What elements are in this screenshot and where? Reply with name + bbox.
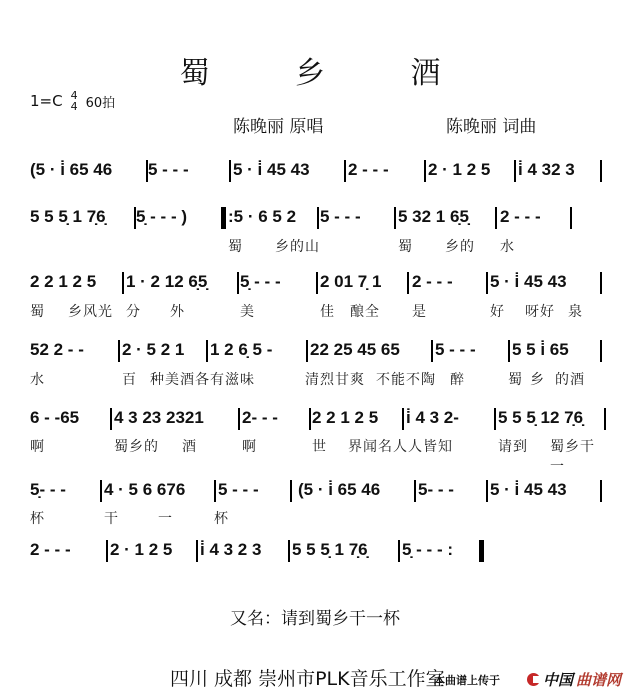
measure: 2 01 7̣ 1 [320, 272, 382, 291]
measure: 2- - - [242, 408, 278, 427]
measure: 2 - - - [348, 160, 389, 179]
measure: i̇ 4 3 2 3 [200, 540, 262, 559]
measure: i̇ 4 32 3 [518, 160, 575, 179]
measure: 1 · 2 12 6̣5̣ [126, 272, 208, 291]
measure: 5 - - - [320, 207, 361, 226]
measure: 5̣ - - - ) [136, 207, 187, 226]
measure: 5 - - - [148, 160, 189, 179]
measure: i̇ 4 3 2- [406, 408, 459, 427]
site-logo[interactable]: 中国 曲谱网 [527, 669, 621, 690]
score-line-3 [30, 272, 605, 300]
measure: 5 5 5̣ 12 7̣6̣ [498, 408, 584, 427]
tempo: 60拍 [85, 95, 116, 111]
alternate-title: 又名：请到蜀乡干一杯 [230, 609, 400, 629]
measure: 5 - - - [218, 480, 259, 499]
measure: 2 · 5 2 1 [122, 340, 185, 359]
score-line-7 [30, 540, 605, 568]
upload-note: 本曲谱上传于 [434, 674, 500, 687]
measure: 2 - - - [30, 540, 71, 559]
measure: 2 · 1 2 5 [428, 160, 491, 179]
measure: 5- - - [418, 480, 454, 499]
measure: 4 · 5 6 676 [104, 480, 186, 499]
score-line-2 [30, 207, 605, 235]
measure: 5 5 i̇ 65 [512, 340, 569, 359]
song-title: 蜀 乡 酒 [179, 56, 479, 91]
measure: 4 3 23 2321 [114, 408, 204, 427]
time-signature: 4 4 [70, 89, 78, 113]
composer-credit: 陈晚丽 词曲 [446, 117, 537, 137]
measure: 5 5 5̣ 1 7̣6̣ [30, 207, 106, 226]
measure: 1 2 6̣ 5 - [210, 340, 273, 359]
measure: (5 · i̇ 65 46 [298, 480, 381, 499]
score-line-1 [30, 160, 605, 188]
score-line-6 [30, 480, 605, 508]
measure: 2 - - - [500, 207, 541, 226]
measure: 5 · i̇ 45 43 [490, 480, 567, 499]
measure: 5̣- - - [30, 480, 66, 499]
performer-credit: 陈晚丽 原唱 [233, 117, 324, 137]
measure: 2 2 1 2 5 [312, 408, 379, 427]
score-line-4 [30, 340, 605, 368]
measure: 22 25 45 65 [310, 340, 400, 359]
measure: 5 5 5̣ 1 7̣6̣ [292, 540, 368, 559]
measure: 5 · i̇ 45 43 [233, 160, 310, 179]
key-signature-block [30, 90, 115, 112]
measure: 52 2 - - [30, 340, 84, 359]
measure: 2 2 1 2 5 [30, 272, 97, 291]
measure: 5̣ - - - : [402, 540, 453, 559]
measure: 2 · 1 2 5 [110, 540, 173, 559]
key: 1=C [30, 92, 63, 110]
measure: 2 - - - [412, 272, 453, 291]
measure: 5 · i̇ 45 43 [490, 272, 567, 291]
measure: 5̣ - - - [240, 272, 281, 291]
measure: 5 32 1 6̣5̣ [398, 207, 469, 226]
score-line-5 [30, 408, 605, 436]
studio-credit: 四川 成都 崇州市PLK音乐工作室 [170, 668, 445, 690]
measure: 5 - - - [435, 340, 476, 359]
measure: :5 · 6 5 2 [228, 207, 297, 226]
logo-mark-icon [527, 673, 540, 686]
measure: 6 - -65 [30, 408, 80, 427]
measure: (5 · i̇ 65 46 [30, 160, 113, 179]
